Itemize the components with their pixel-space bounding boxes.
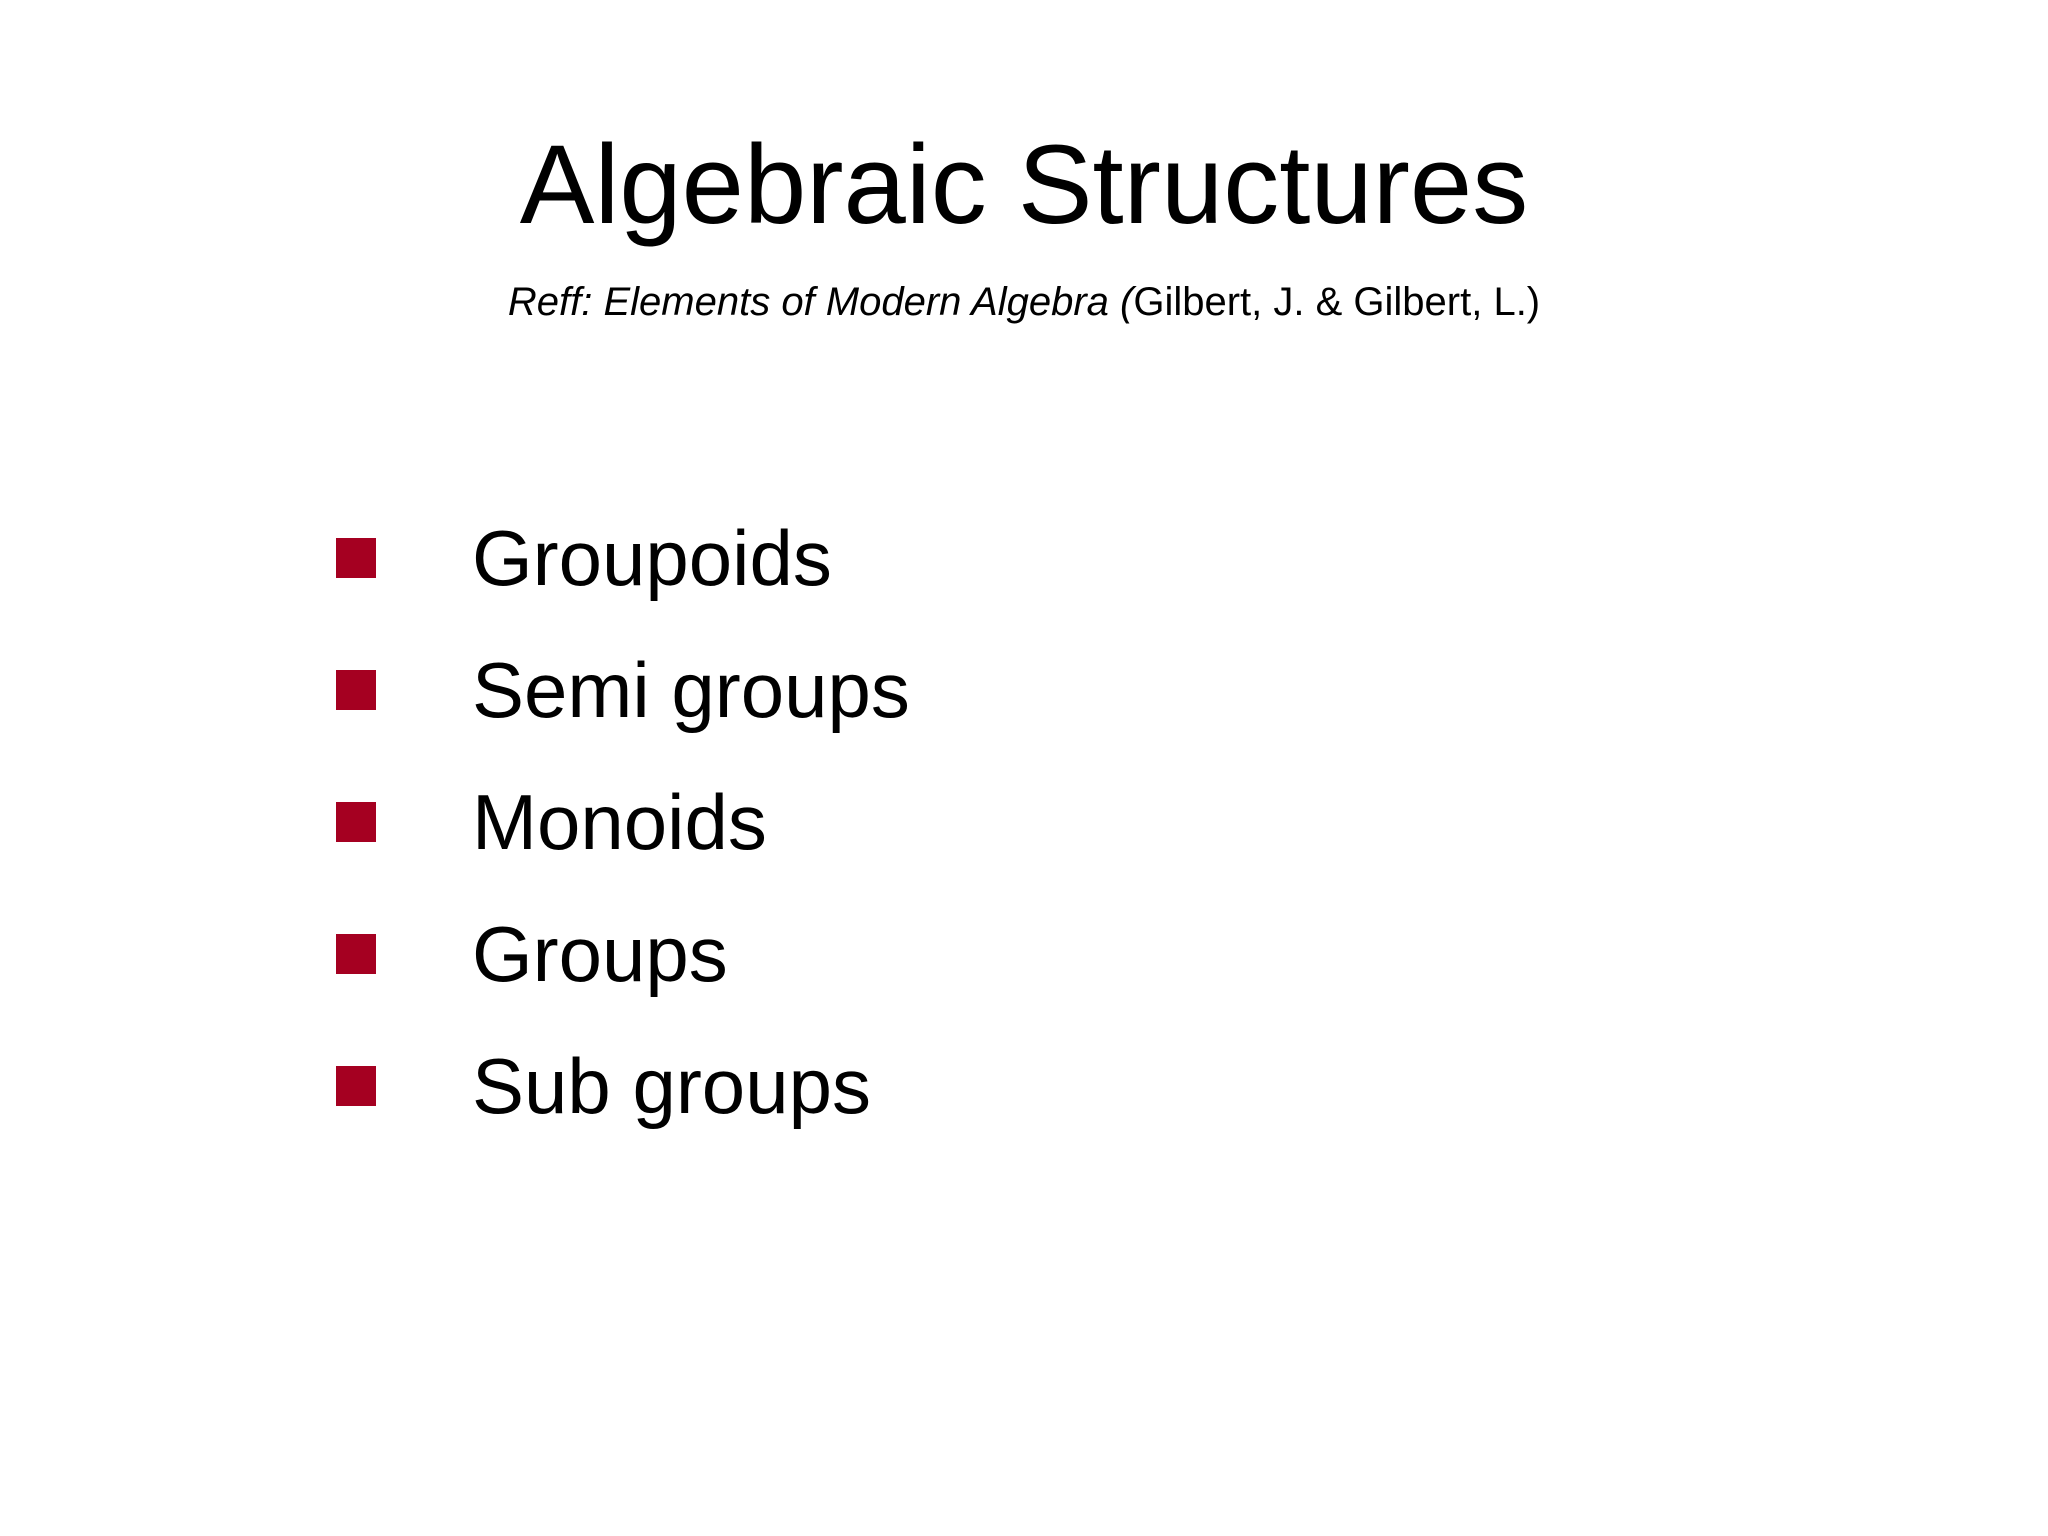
reference-italic: Reff: Elements of Modern Algebra ( — [507, 280, 1134, 324]
reference-line — [0, 278, 2048, 326]
list-item — [336, 888, 910, 1020]
square-bullet-icon — [336, 1066, 376, 1106]
list-item — [336, 492, 910, 624]
square-bullet-icon — [336, 802, 376, 842]
bullet-label: Sub groups — [472, 1042, 871, 1130]
square-bullet-icon — [336, 934, 376, 974]
list-item — [336, 756, 910, 888]
list-item — [336, 1020, 910, 1152]
square-bullet-icon — [336, 670, 376, 710]
slide-title: Algebraic Structures — [519, 122, 1529, 247]
bullet-list — [336, 492, 910, 1152]
bullet-label: Monoids — [472, 778, 767, 866]
bullet-label: Groups — [472, 910, 728, 998]
list-item — [336, 624, 910, 756]
reference-authors: Gilbert, J. & Gilbert, L.) — [1133, 280, 1541, 324]
bullet-label: Semi groups — [472, 646, 910, 734]
square-bullet-icon — [336, 538, 376, 578]
bullet-label: Groupoids — [472, 514, 832, 602]
